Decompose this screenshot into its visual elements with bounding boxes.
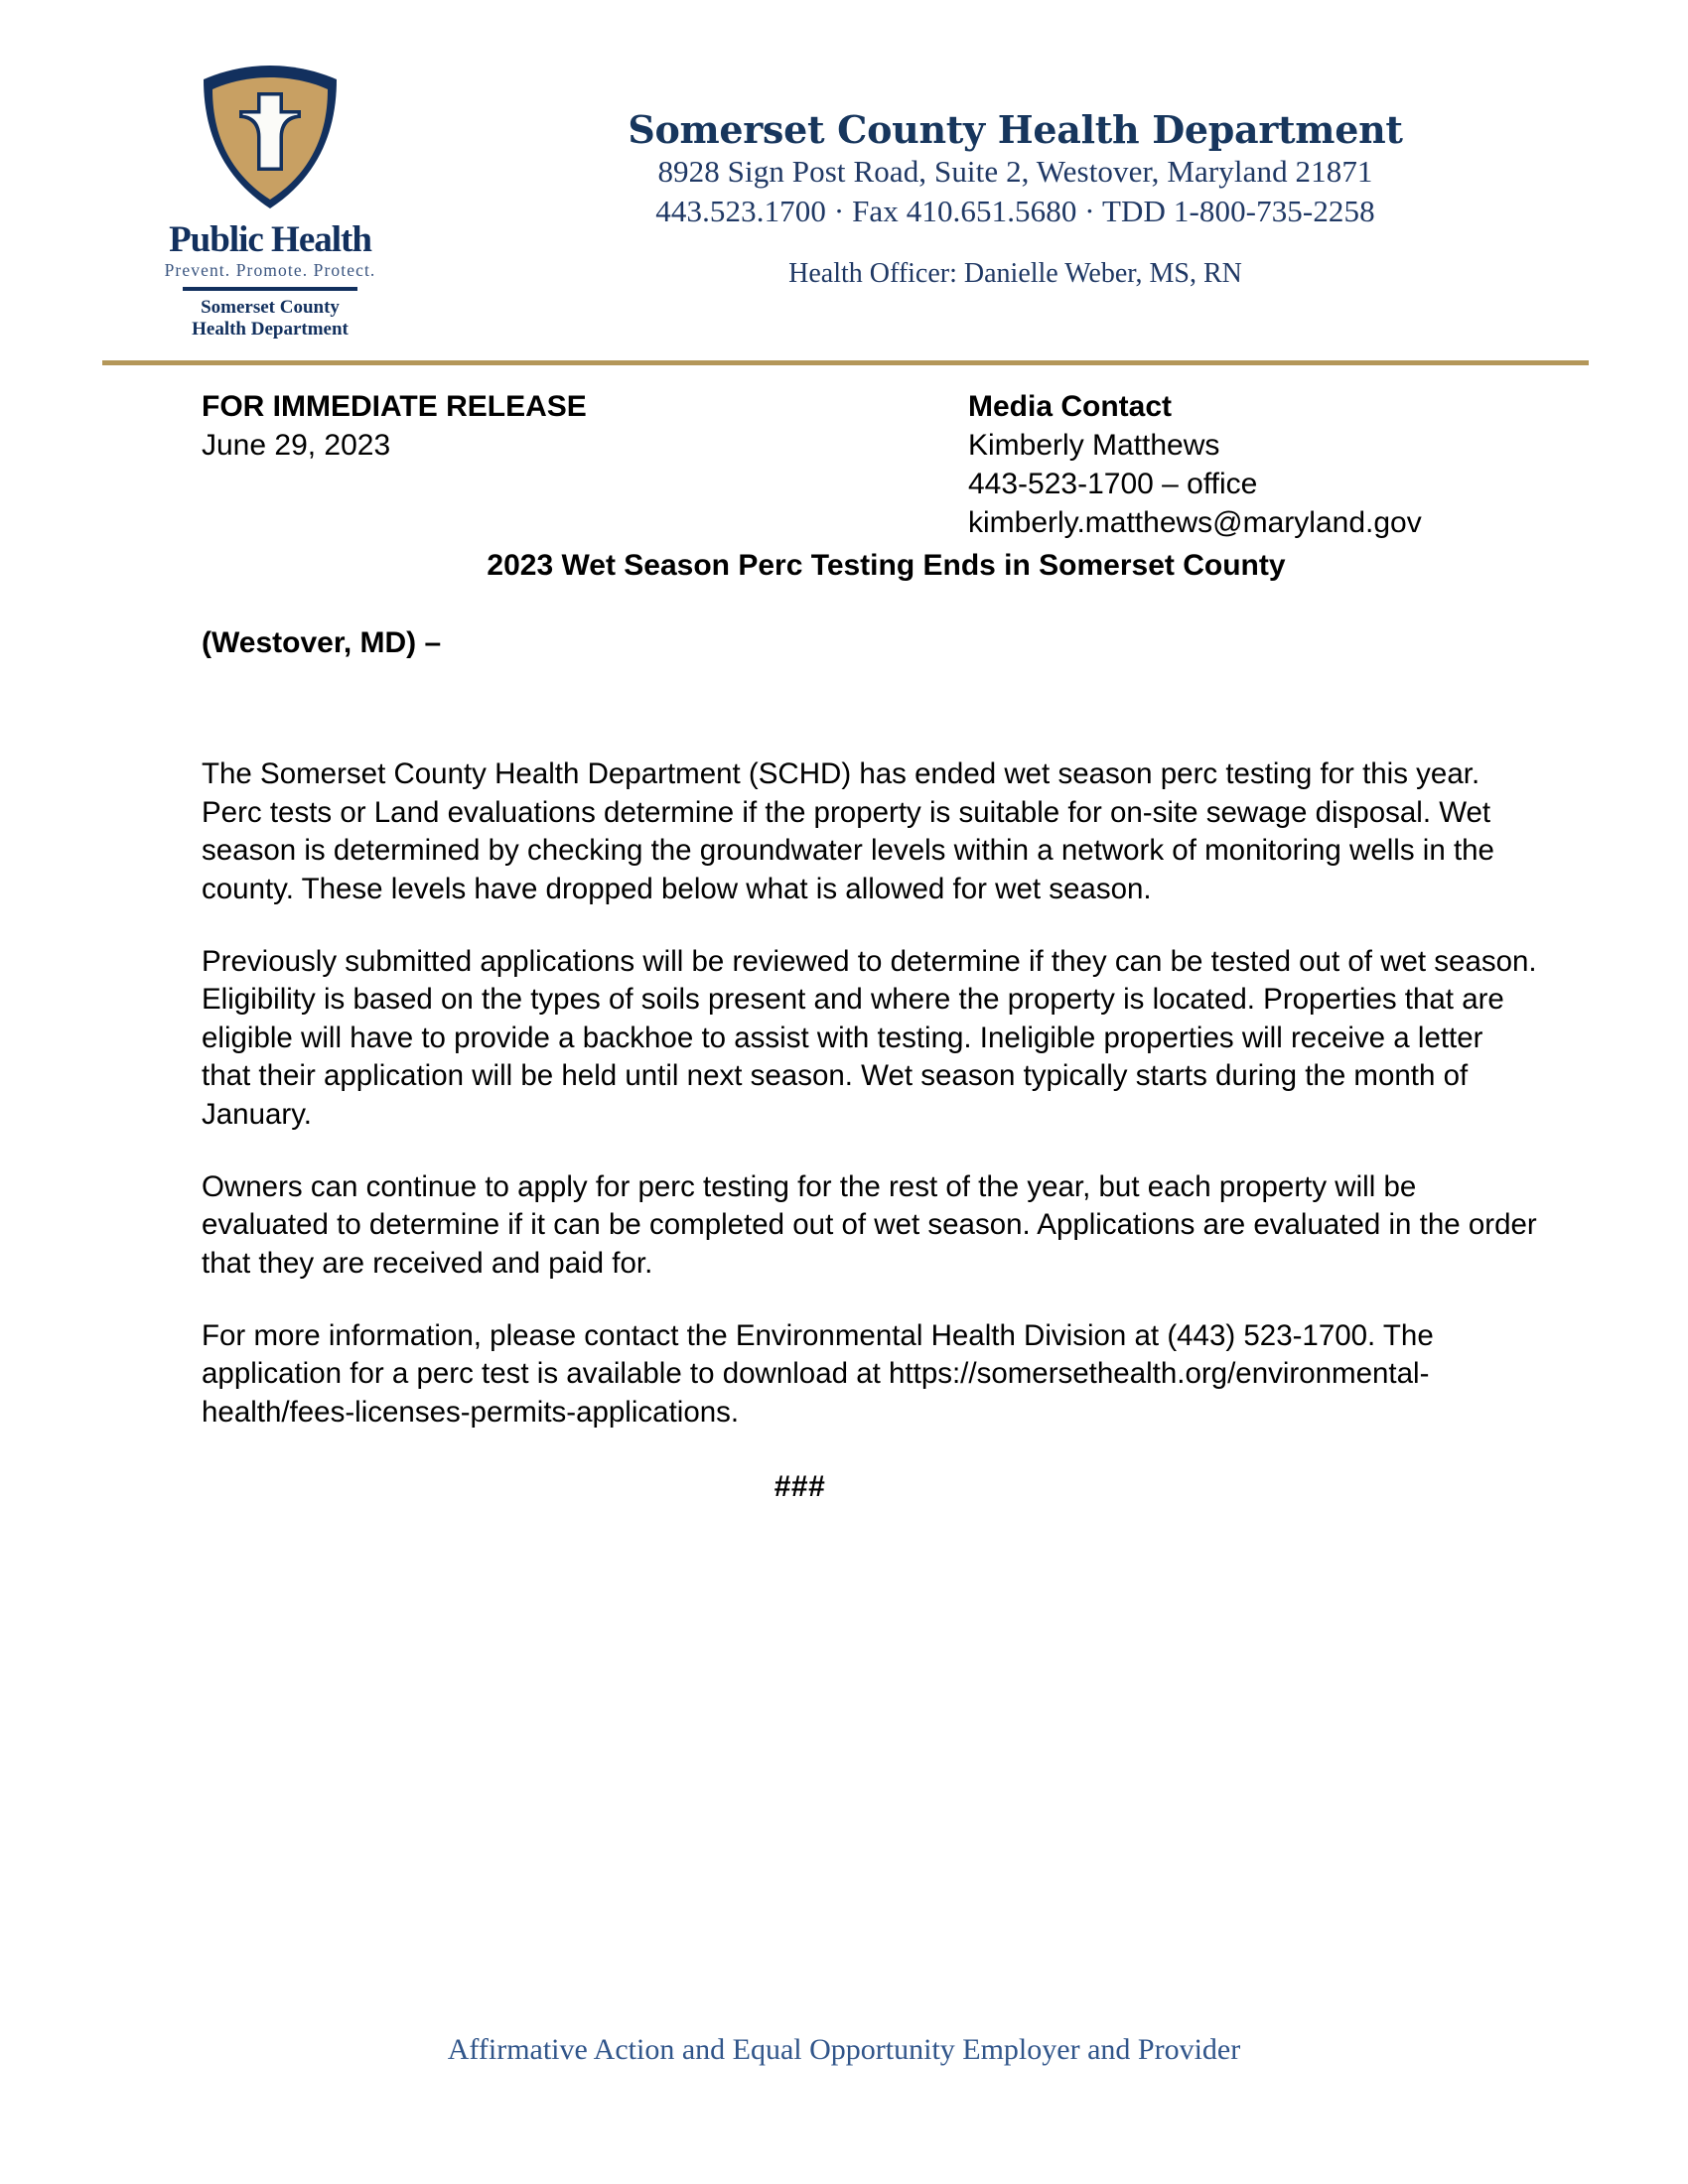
end-mark: ### <box>774 1469 826 1503</box>
agency-title: Somerset County Health Department <box>628 107 1403 152</box>
logo-department-line-2: Health Department <box>192 318 349 340</box>
shield-cross-icon <box>196 62 345 212</box>
article-paragraph-1: The Somerset County Health Department (SCHD) has ended wet season perc testing for this year. Perc tests or Land evaluations determine if the property is suitable for on-site sewage disposal. Wet season is determined by checking the groundwater levels within a network of monitoring wells in the county. These levels have dropped below what is allowed for wet season. <box>202 757 1494 905</box>
agency-address: 8928 Sign Post Road, Suite 2, Westover, Maryland 21871 <box>657 153 1373 189</box>
media-contact-email: kimberly.matthews@maryland.gov <box>968 506 1422 539</box>
logo-divider <box>183 287 357 291</box>
page-footer: Affirmative Action and Equal Opportunity Employer and Provider <box>447 2033 1241 2066</box>
release-header-row <box>202 387 1537 539</box>
media-contact-phone: 443-523-1700 – office <box>968 468 1258 500</box>
article-dateline: (Westover, MD) – <box>202 626 442 659</box>
logo-department <box>147 297 393 341</box>
release-status-block <box>202 387 587 465</box>
article-paragraph-3: Owners can continue to apply for perc testing for the rest of the year, but each property will be evaluated to determine if it can be completed out of wet season. Applications are evaluated in the order that they are received and paid for. <box>202 1169 1537 1281</box>
media-contact-block <box>968 387 1422 542</box>
press-release-body <box>202 387 1537 1504</box>
logo-tagline: Prevent. Promote. Protect. <box>164 260 376 280</box>
article-paragraph-2: Previously submitted applications will be reviewed to determine if they can be tested out of wet season. Eligibility is based on the types of soils present and where the property is located. Properties that are eligible will have to provide a backhoe to assist with testing. Ineligible properties will receive a letter that their application will be held until next season. Wet season typically starts during the month of January. <box>202 944 1537 1132</box>
logo-department-line-1: Somerset County <box>201 296 340 318</box>
letterhead-gold-rule <box>102 360 1589 365</box>
for-immediate-release-label: FOR IMMEDIATE RELEASE <box>202 390 587 423</box>
article-paragraph-4: For more information, please contact the Environmental Health Division at (443) 523-1700. The application for a perc test is available to download at https://somersethealth.org/environmental-health/fees-licenses-permits-applications. <box>202 1318 1434 1429</box>
release-date: June 29, 2023 <box>202 429 391 462</box>
health-officer: Health Officer: Danielle Weber, MS, RN <box>788 258 1242 290</box>
agency-logo <box>147 62 393 341</box>
logo-phrase: Public Health <box>169 219 371 260</box>
media-contact-label: Media Contact <box>968 390 1173 423</box>
letterhead-text <box>427 109 1604 291</box>
media-contact-name: Kimberly Matthews <box>968 429 1220 462</box>
agency-phones: 443.523.1700 · Fax 410.651.5680 · TDD 1-800-735-2258 <box>655 193 1375 228</box>
article-headline: 2023 Wet Season Perc Testing Ends in Somerset County <box>487 549 1286 582</box>
letterhead <box>0 0 1688 363</box>
